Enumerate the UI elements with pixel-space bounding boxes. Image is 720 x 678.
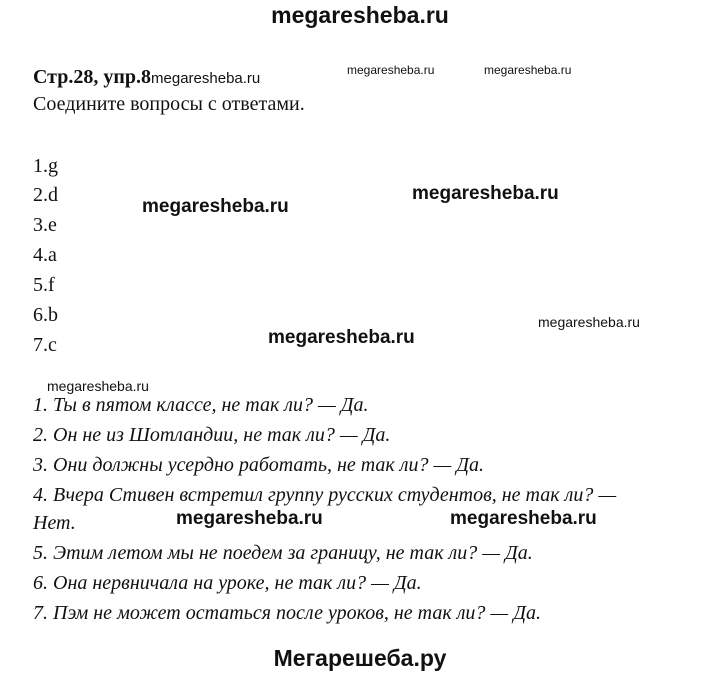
exercise-title-text: Стр.28, упр.8 xyxy=(33,66,152,88)
sentence-line: Нет. xyxy=(33,512,76,534)
watermark: megaresheba.ru xyxy=(47,378,149,394)
sentence-line: 1. Ты в пятом классе, не так ли? — Да. xyxy=(33,394,369,416)
sentence-line: 5. Этим летом мы не поедем за границу, не так ли? — Да. xyxy=(33,542,533,564)
watermark: megaresheba.ru xyxy=(347,63,435,77)
watermark: megaresheba.ru xyxy=(268,327,415,348)
watermark: megaresheba.ru xyxy=(484,63,572,77)
answer-item: 1.g xyxy=(33,155,58,177)
sentence-line: 7. Пэм не может остаться после уроков, не так ли? — Да. xyxy=(33,602,541,624)
answer-item: 7.c xyxy=(33,334,57,356)
exercise-instruction: Соедините вопросы с ответами. xyxy=(33,93,305,115)
answer-item: 4.a xyxy=(33,244,57,266)
site-header[interactable]: megaresheba.ru xyxy=(271,2,449,28)
watermark: megaresheba.ru xyxy=(538,314,640,330)
watermark: megaresheba.ru xyxy=(151,70,261,87)
sentence-line: 3. Они должны усердно работать, не так ли? — Да. xyxy=(33,454,485,476)
exercise-title xyxy=(33,66,260,89)
answer-item: 2.d xyxy=(33,184,58,206)
watermark: megaresheba.ru xyxy=(412,183,559,204)
watermark: megaresheba.ru xyxy=(176,508,323,529)
answer-item: 6.b xyxy=(33,304,58,326)
sentence-line: 2. Он не из Шотландии, не так ли? — Да. xyxy=(33,424,391,446)
watermark: megaresheba.ru xyxy=(142,196,289,217)
answer-item: 5.f xyxy=(33,274,55,296)
sentence-line: 6. Она нервничала на уроке, не так ли? — Да. xyxy=(33,572,422,594)
answer-item: 3.e xyxy=(33,214,57,236)
sentence-line: 4. Вчера Стивен встретил группу русских студентов, не так ли? — xyxy=(33,484,617,506)
site-footer[interactable]: Мегарешеба.ру xyxy=(273,645,447,671)
watermark: megaresheba.ru xyxy=(450,508,597,529)
